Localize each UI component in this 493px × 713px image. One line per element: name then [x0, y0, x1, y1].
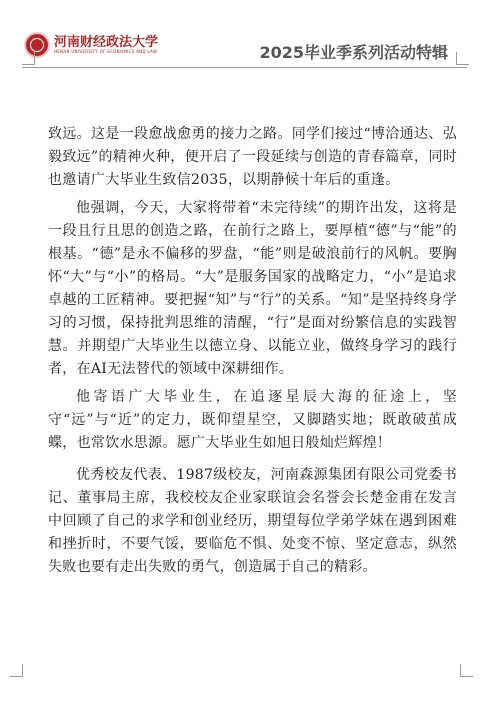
- crop-mark-top-right: [456, 52, 469, 65]
- crop-mark-top-left: [22, 52, 35, 65]
- paragraph-speech: 他强调，今天，大家将带着“未完待续”的期许出发，这将是一段且行且思的创造之路，在前行之路上，要厚植“德”与“能”的根基。“德”是永不偏移的罗盘，“能”则是破浪前行的风帆。要胸怀“大”与“小”的格局。“大”是服务国家的战略定力，“小”是追求卓越的工匠精神。要把握“知”与“行”的关系。“知”是坚持终身学习的习惯，保持批判思维的清醒，“行”是面对纷繁信息的实践智慧。并期望广大毕业生以德立身、以能立业，做终身学习的践行者，在AI无法替代的领域中深耕细作。: [48, 200, 457, 377]
- paragraph-alumni: 优秀校友代表、1987级校友，河南森源集团有限公司党委书记、董事局主席，我校校友企业家联谊会名誉会长楚金甫在发言中回顾了自己的求学和创业经历，期望每位学弟学妹在遇到困难和挫折时，不要气馁，要临危不惧、处变不惊、坚定意志，纵然失败也要有走出失败的勇气，创造属于自己的精彩。: [48, 467, 457, 575]
- university-logo: [24, 30, 184, 64]
- page-header: [0, 0, 493, 70]
- header-title: 2025毕业季系列活动特辑: [259, 43, 448, 62]
- logo-chinese-name: 河南财经政法大学: [54, 35, 159, 50]
- header-divider: [22, 67, 467, 68]
- crop-mark-bottom-right: [460, 664, 473, 677]
- logo-english-name: HENAN UNIVERSITY OF ECONOMICS AND LAW: [54, 49, 158, 54]
- page-dot: ·: [244, 665, 246, 671]
- paragraph-continuation: 致远。这是一段愈战愈勇的接力之路。同学们接过“博洽通达、弘毅致远”的精神火种，便开启了一段延续与创造的青春篇章，同时也邀请广大毕业生致信2035，以期静候十年后的重逢。: [48, 126, 457, 188]
- paragraph-message: 他寄语广大毕业生，在追逐星辰大海的征途上，坚守“远”与“近”的定力，既仰望星空，又脚踏实地；既敢破茧成蝶，也常饮水思源。愿广大毕业生如旭日般灿烂辉煌！: [48, 389, 457, 451]
- crop-mark-bottom-left: [10, 664, 23, 677]
- article-body: [48, 123, 457, 579]
